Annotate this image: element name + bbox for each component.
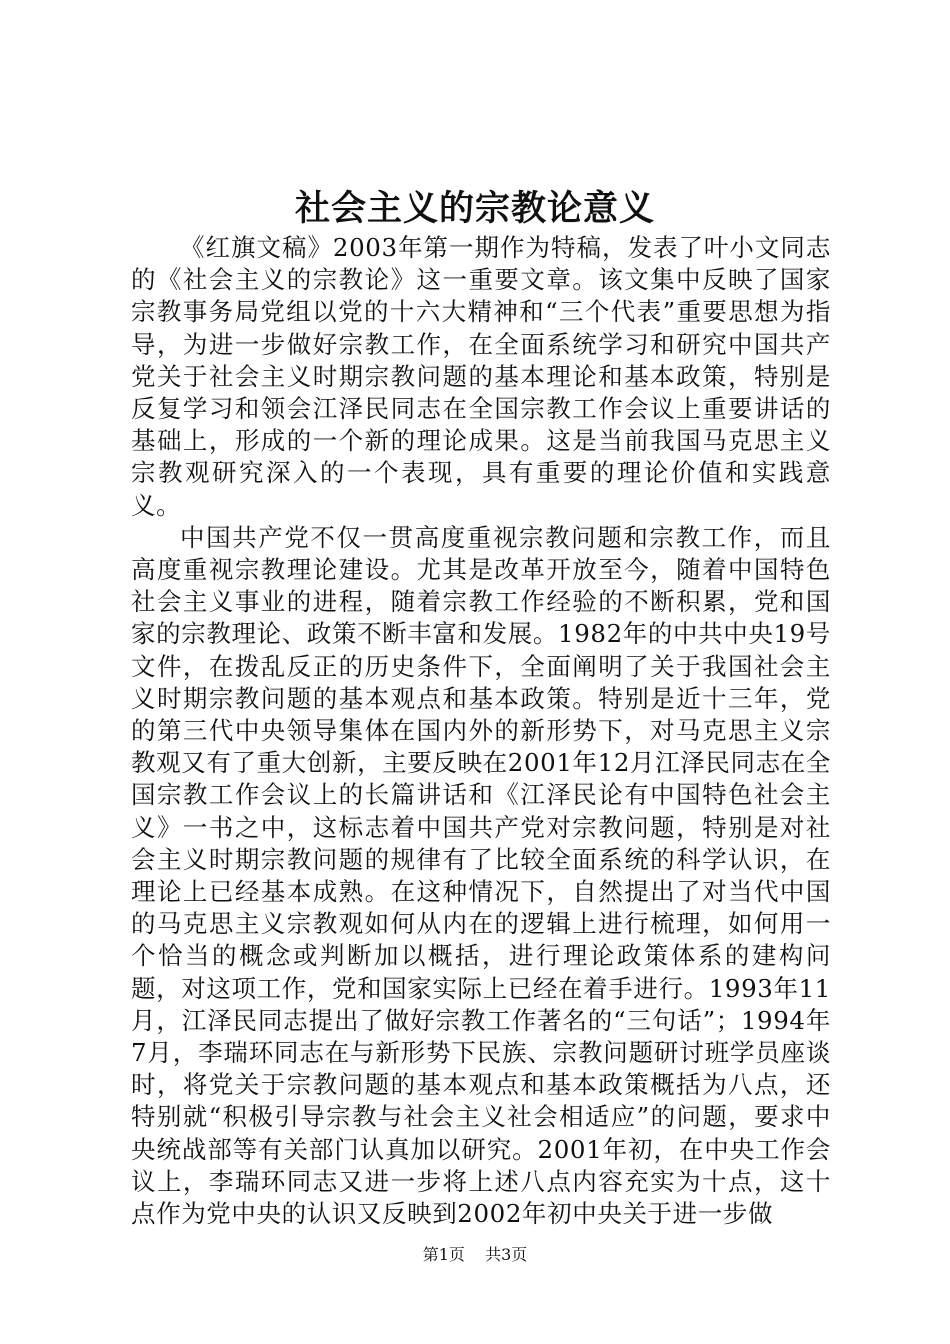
document-title: 社会主义的宗教论意义 [294,188,655,229]
page-total: 共3页 [485,1245,528,1264]
page-footer [0,1243,950,1267]
document-body [131,232,831,1230]
paragraph-1: 《红旗文稿》2003年第一期作为特稿，发表了叶小文同志的《社会主义的宗教论》这一重要文章。该文集中反映了国家宗教事务局党组以党的十六大精神和“三个代表”重要思想为指导，为进一步做好宗教工作，在全面系统学习和研究中国共产党关于社会主义时期宗教问题的基本理论和基本政策，特别是反复学习和领会江泽民同志在全国宗教工作会议上重要讲话的基础上，形成的一个新的理论成果。这是当前我国马克思主义宗教观研究深入的一个表现，具有重要的理论价值和实践意义。 [131,233,831,520]
page-number: 第1页 [422,1245,465,1264]
paragraph-2: 中国共产党不仅一贯高度重视宗教问题和宗教工作，而且高度重视宗教理论建设。尤其是改革开放至今，随着中国特色社会主义事业的进程，随着宗教工作经验的不断积累，党和国家的宗教理论、政策不断丰富和发展。1982年的中共中央19号文件，在拨乱反正的历史条件下，全面阐明了关于我国社会主义时期宗教问题的基本观点和基本政策。特别是近十三年，党的第三代中央领导集体在国内外的新形势下，对马克思主义宗教观又有了重大创新，主要反映在2001年12月江泽民同志在全国宗教工作会议上的长篇讲话和《江泽民论有中国特色社会主义》一书之中，这标志着中国共产党对宗教问题，特别是对社会主义时期宗教问题的规律有了比较全面系统的科学认识，在理论上已经基本成熟。在这种情况下，自然提出了对当代中国的马克思主义宗教观如何从内在的逻辑上进行梳理，如何用一个恰当的概念或判断加以概括，进行理论政策体系的建构问题，对这项工作，党和国家实际上已经在着手进行。1993年11月，江泽民同志提出了做好宗教工作著名的“三句话”；1994年7月，李瑞环同志在与新形势下民族、宗教问题研讨班学员座谈时，将党关于宗教问题的基本观点和基本政策概括为八点，还特别就“积极引导宗教与社会主义社会相适应”的问题，要求中央统战部等有关部门认真加以研究。2001年初，在中央工作会议上，李瑞环同志又进一步将上述八点内容充实为十点，这十点作为党中央的认识又反映到2002年初中央关于进一步做 [131,522,831,1229]
